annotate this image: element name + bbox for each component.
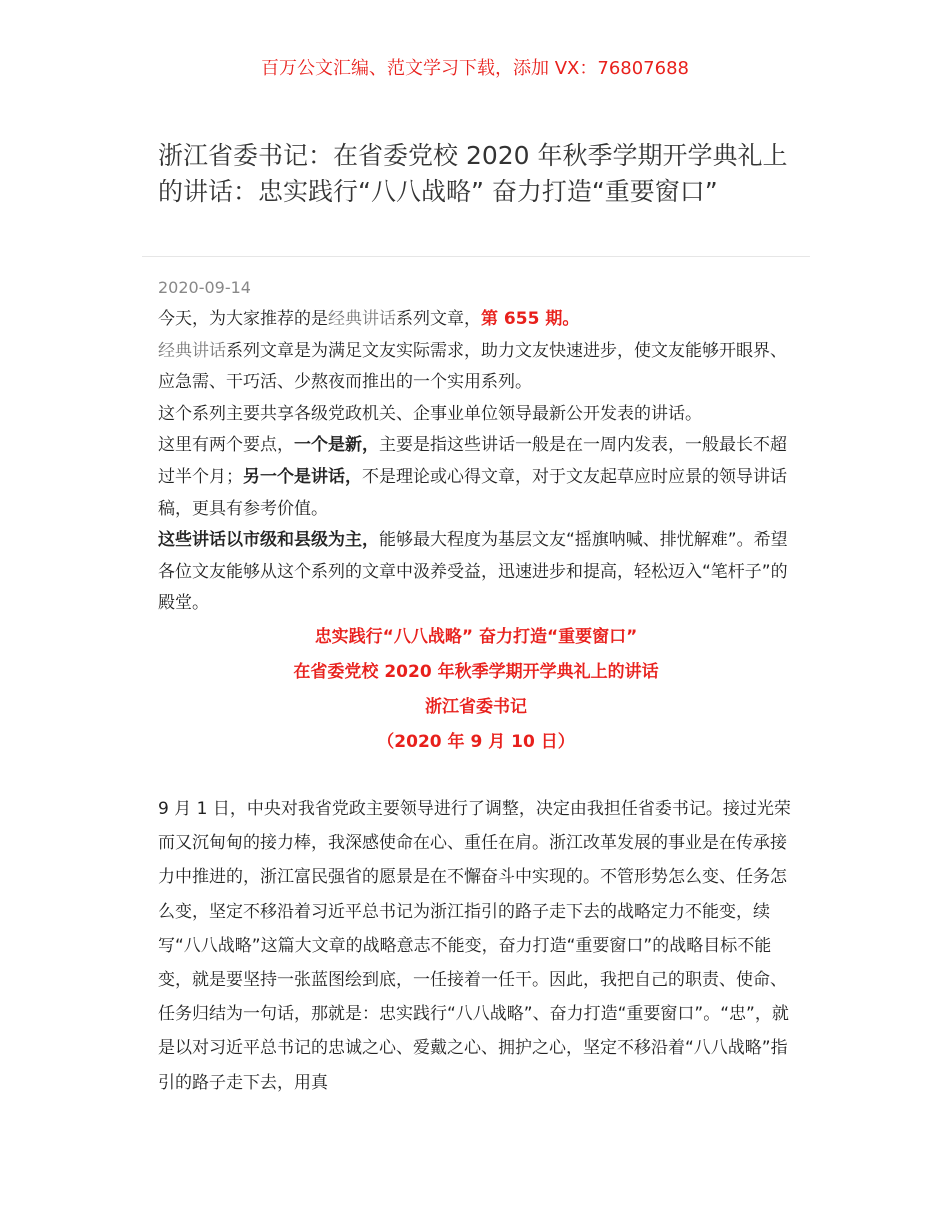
section-spacer [158, 760, 794, 792]
series-name: 经典讲话 [158, 340, 226, 361]
article-body [158, 274, 794, 1100]
series-name: 经典讲话 [328, 309, 396, 329]
intro-paragraph-5 [158, 525, 794, 620]
intro-paragraph-1 [158, 304, 794, 336]
key-point-new: 一个是新， [294, 435, 379, 456]
intro-paragraph-3: 这个系列主要共享各级党政机关、企事业单位领导最新公开发表的讲话。 [158, 403, 702, 424]
article-title: 浙江省委书记：在省委党校 2020 年秋季学期开学典礼上的讲话：忠实践行“八八战略” 奋力打造“重要窗口” [158, 141, 788, 206]
watermark-banner: 百万公文汇编、范文学习下载，添加 VX：76807688 [261, 58, 689, 79]
intro-text: 系列文章是为满足文友实际需求，助力文友快速进步，使文友能够开眼界、应急需、干巧活、少熬夜而推出的一个实用系列。 [158, 340, 787, 393]
key-point-speech: 另一个是讲话， [243, 466, 362, 487]
intro-text: 能够最大程度为基层文友“摇旗呐喊、排忧解难”。希望各位文友能够从这个系列的文章中汲养受益，迅速进步和提高，轻松迈入“笔杆子”的殿堂。 [158, 530, 788, 614]
publish-date: 2020-09-14 [158, 278, 251, 297]
title-divider [142, 256, 810, 257]
speech-subheading: 在省委党校 2020 年秋季学期开学典礼上的讲话 [293, 661, 659, 682]
intro-text: 今天，为大家推荐的是 [158, 309, 328, 329]
intro-paragraph-4 [158, 430, 794, 525]
intro-paragraph-2 [158, 336, 794, 399]
speech-body-paragraph: 9 月 1 日，中央对我省党政主要领导进行了调整，决定由我担任省委书记。接过光荣而又沉甸甸的接力棒，我深感使命在心、重任在肩。浙江改革发展的事业是在传承接力中推进的，浙江富民强省的愿景是在不懈奋斗中实现的。不管形势怎么变、任务怎么变，坚定不移沿着习近平总书记为浙江指引的路子走下去的战略定力不能变，续写“八八战略”这篇大文章的战略意志不能变，奋力打造“重要窗口”的战略目标不能变，就是要坚持一张蓝图绘到底，一任接着一任干。因此，我把自己的职责、使命、任务归结为一句话，那就是：忠实践行“八八战略”、奋力打造“重要窗口”。“忠”，就是以对习近平总书记的忠诚之心、爱戴之心、拥护之心，坚定不移沿着“八八战略”指引的路子走下去，用真 [158, 798, 791, 1093]
speech-heading: 忠实践行“八八战略” 奋力打造“重要窗口” [314, 626, 638, 647]
intro-text: 系列文章， [396, 309, 481, 329]
intro-text: 主要是指这些讲话一般是在一周内发表，一般最长不超过半个月； [158, 435, 787, 487]
key-point-level: 这些讲话以市级和县级为主， [158, 530, 379, 551]
speech-speaker: 浙江省委书记 [425, 696, 527, 717]
intro-text: 这里有两个要点， [158, 435, 294, 456]
speech-date: （2020 年 9 月 10 日） [377, 731, 575, 752]
intro-text: 不是理论或心得文章，对于文友起草应时应景的领导讲话稿，更具有参考价值。 [158, 466, 787, 519]
issue-number: 第 655 期。 [481, 309, 580, 329]
